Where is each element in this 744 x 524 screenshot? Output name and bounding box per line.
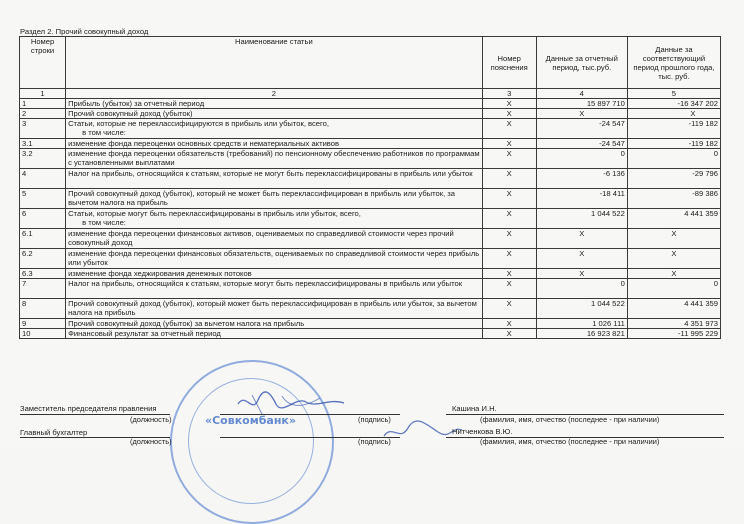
row-name: Прочий совокупный доход (убыток) за вычетом налога на прибыль [66, 319, 483, 329]
row-previous: X [627, 109, 720, 119]
row-note: X [482, 109, 536, 119]
row-current: X [536, 249, 627, 269]
row-previous: -119 182 [627, 119, 720, 139]
row-code: 3.2 [20, 149, 66, 169]
row-current: -6 136 [536, 169, 627, 189]
row-current: 1 044 522 [536, 299, 627, 319]
row-note: X [482, 119, 536, 139]
row-previous: -89 386 [627, 189, 720, 209]
row-previous: -119 182 [627, 139, 720, 149]
row-current: -18 411 [536, 189, 627, 209]
deputy-name: Кашина И.Н. [452, 404, 497, 413]
accountant-name: Нитченкова В.Ю. [452, 427, 513, 436]
row-note: X [482, 299, 536, 319]
deputy-signature-caption: (подпись) [358, 415, 391, 424]
row-current: 15 897 710 [536, 99, 627, 109]
row-name: Прочий совокупный доход (убыток), который не может быть переклассифицирован в прибыль или убыток, за вычетом налога на прибыль [66, 189, 483, 209]
deputy-position-caption: (должность) [130, 415, 172, 424]
row-code: 1 [20, 99, 66, 109]
row-note: X [482, 229, 536, 249]
row-current: 16 923 821 [536, 329, 627, 339]
row-current: X [536, 109, 627, 119]
row-previous: -29 796 [627, 169, 720, 189]
row-code: 6.2 [20, 249, 66, 269]
deputy-fio-caption: (фамилия, имя, отчество (последнее - при наличии) [480, 415, 660, 424]
column-number: 4 [536, 89, 627, 99]
row-name-sub: в том числе: [82, 218, 126, 227]
row-note: X [482, 209, 536, 229]
row-current: 0 [536, 279, 627, 299]
row-current: -24 547 [536, 119, 627, 139]
row-code: 7 [20, 279, 66, 299]
row-code: 6.3 [20, 269, 66, 279]
column-number: 3 [482, 89, 536, 99]
row-code: 3.1 [20, 139, 66, 149]
row-code: 5 [20, 189, 66, 209]
accountant-signature-caption: (подпись) [358, 437, 391, 446]
column-number: 1 [20, 89, 66, 99]
row-previous: X [627, 269, 720, 279]
row-current: X [536, 229, 627, 249]
row-name: изменение фонда переоценки основных средств и нематериальных активов [66, 139, 483, 149]
row-name: Прочий совокупный доход (убыток) [66, 109, 483, 119]
row-note: X [482, 319, 536, 329]
row-note: X [482, 249, 536, 269]
accountant-fio-caption: (фамилия, имя, отчество (последнее - при наличии) [480, 437, 660, 446]
row-code: 8 [20, 299, 66, 319]
row-code: 4 [20, 169, 66, 189]
row-previous: 4 441 359 [627, 299, 720, 319]
row-name: изменение фонда переоценки финансовых обязательств, оцениваемых по справедливой стоимости через прибыль или убыток [66, 249, 483, 269]
row-previous: -16 347 202 [627, 99, 720, 109]
header-current-period: Данные за отчетный период, тыс.руб. [536, 37, 627, 89]
row-code: 9 [20, 319, 66, 329]
row-previous: 0 [627, 279, 720, 299]
column-number: 2 [66, 89, 483, 99]
row-current: -24 547 [536, 139, 627, 149]
row-previous: 0 [627, 149, 720, 169]
row-name: Прибыль (убыток) за отчетный период [66, 99, 483, 109]
row-name: Прочий совокупный доход (убыток), который может быть переклассифицирован в прибыль или убыток, за вычетом налога на прибыль [66, 299, 483, 319]
column-number: 5 [627, 89, 720, 99]
row-code: 6.1 [20, 229, 66, 249]
bank-stamp-text: «Совкомбанк» [205, 414, 296, 427]
row-current: X [536, 269, 627, 279]
row-previous: -11 995 229 [627, 329, 720, 339]
row-current: 0 [536, 149, 627, 169]
row-name: изменение фонда переоценки обязательств (требований) по пенсионному обеспечению работников по программам с установленными выплатами [66, 149, 483, 169]
row-name: Налог на прибыль, относящийся к статьям, которые могут быть переклассифицированы в прибыль или убыток [66, 279, 483, 299]
row-code: 6 [20, 209, 66, 229]
row-note: X [482, 329, 536, 339]
row-previous: X [627, 249, 720, 269]
header-previous-period: Данные за соответствующий период прошлого года, тыс. руб. [627, 37, 720, 89]
row-note: X [482, 279, 536, 299]
header-item-name: Наименование статьи [66, 37, 483, 89]
row-current: 1 044 522 [536, 209, 627, 229]
row-name: Финансовый результат за отчетный период [66, 329, 483, 339]
row-note: X [482, 99, 536, 109]
row-note: X [482, 149, 536, 169]
row-name-line: Статьи, которые не переклассифицируются в прибыль или убыток, всего, [68, 119, 329, 128]
row-name: Налог на прибыль, относящийся к статьям, которые не могут быть переклассифицированы в прибыль или убыток [66, 169, 483, 189]
row-note: X [482, 269, 536, 279]
row-note: X [482, 169, 536, 189]
row-name-sub: в том числе: [82, 128, 126, 137]
row-name-line: Статьи, которые могут быть переклассифицированы в прибыль или убыток, всего, [68, 209, 361, 218]
section-title: Раздел 2. Прочий совокупный доход [20, 27, 149, 36]
row-code: 3 [20, 119, 66, 139]
row-name: изменение фонда хеджирования денежных потоков [66, 269, 483, 279]
deputy-title: Заместитель председателя правления [20, 404, 157, 413]
accountant-position-caption: (должность) [130, 437, 172, 446]
row-code: 10 [20, 329, 66, 339]
row-code: 2 [20, 109, 66, 119]
row-previous: X [627, 229, 720, 249]
row-current: 1 026 111 [536, 319, 627, 329]
row-note: X [482, 139, 536, 149]
row-previous: 4 441 359 [627, 209, 720, 229]
row-note: X [482, 189, 536, 209]
row-name: изменение фонда переоценки финансовых активов, оцениваемых по справедливой стоимости через прочий совокупный доход [66, 229, 483, 249]
header-line-no: Номер строки [20, 37, 66, 89]
header-note-no: Номер пояснения [482, 37, 536, 89]
row-previous: 4 351 973 [627, 319, 720, 329]
accountant-title: Главный бухгалтер [20, 428, 88, 437]
